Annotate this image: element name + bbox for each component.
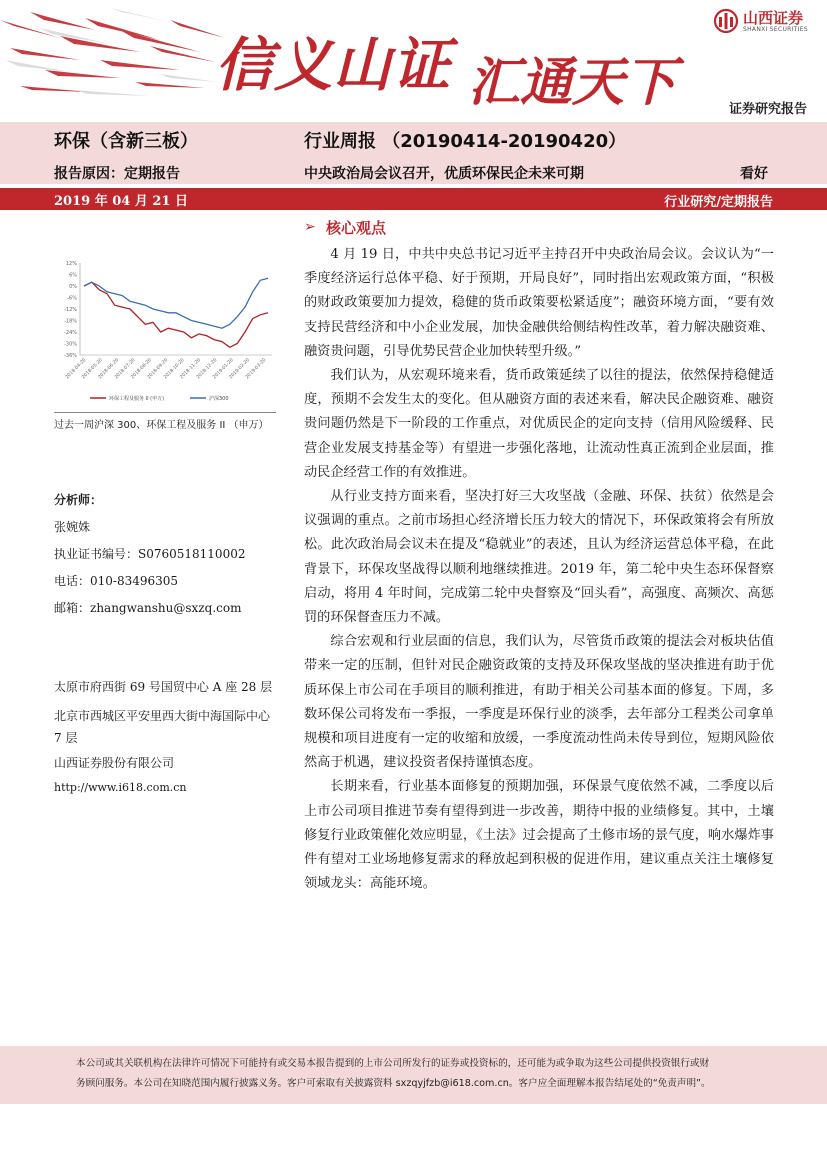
x-tick-label: 2018-12-20	[195, 357, 219, 381]
y-tick-label: -36%	[64, 353, 77, 359]
paragraph: 综合宏观和行业层面的信息，我们认为，尽管货币政策的提法会对板块估值带来一定的压制，但针对民企融资政策的支持及环保攻坚战的坚决推进有助于优质环保上市公司在手项目的顺利推进，有助于相关公司基本面的修复。下周，多数环保公司将发布一季报，一季度是环保行业的淡季，去年部分工程类公司拿单规模和项目进度有一定的收缩和放缓，一季度流动性尚未传导到位，短期风险依然高于机遇，建议投资者保持谨慎态度。	[304, 634, 774, 771]
legend-label-0: 环保工程及服务 II (申万)	[109, 396, 165, 402]
y-tick-label: 12%	[65, 261, 77, 267]
slogan-part2: 汇通天下	[468, 52, 677, 113]
banner	[0, 0, 827, 120]
slogan-part1: 信义山证	[215, 31, 452, 99]
disclaimer-line: 本公司或其关联机构在法律许可情况下可能持有或交易本报告提到的上市公司所发行的证券或投资标的，还可能为或争取为这些公司提供投资银行或财	[76, 1058, 710, 1069]
performance-chart	[50, 255, 278, 405]
analyst-email[interactable]: 邮箱：zhangwanshu@sxzq.com	[54, 601, 242, 615]
chart-svg	[50, 255, 278, 405]
paragraph: 我们认为，从宏观环境来看，货币政策延续了以往的提法，依然保持稳健适度，预期不会发生太的变化。但从融资方面的表述来看，解决民企融资难、融资贵问题仍然是下一阶段的工作重点，对优质民企的定向支持（信用风险缓释、民营企业发展支持基金等）有望进一步强化落地，让流动性真正流到企业层面，推动民企经营工作的有效推进。	[304, 368, 774, 480]
analyst-name: 张婉姝	[54, 520, 91, 534]
core-views-title: 核心观点	[326, 219, 387, 237]
rating: 看好	[740, 166, 768, 182]
sector-title: 环保（含新三板）	[54, 131, 198, 152]
disclaimer-line: 务顾问服务。本公司在知晓范围内履行披露义务。客户可索取有关披露资料 sxzqyjfzb@i618.com.cn。客户应全面理解本报告结尾处的“免责声明”。	[76, 1078, 711, 1089]
paragraph: 长期来看，行业基本面修复的预期加强，环保景气度依然不减，二季度以后上市公司项目推进节奏有望得到进一步改善，期待中报的业绩修复。其中，土壤修复行业政策催化效应明显，《土法》过会提高了土修市场的景气度，响水爆炸事件有望对工业场地修复需求的释放起到积极的促进作用，建议重点关注土壤修复领域龙头：高能环境。	[304, 779, 774, 892]
x-tick-label: 2018-07-20	[114, 357, 137, 381]
report-type-label: 证券研究报告	[728, 102, 807, 117]
x-tick-label: 2018-10-20	[163, 357, 186, 381]
report-date: 2019 年 04 月 21 日	[54, 194, 188, 209]
company-name: 山西证券股份有限公司	[54, 756, 175, 770]
paragraph: 从行业支持方面来看，坚决打好三大攻坚战（金融、环保、扶贫）依然是会议强调的重点。之前市场担心经济增长压力较大的情况下，环保政策将会有所放松。此次政治局会议未在提及“稳就业”的表述，且认为经济运营总体平稳，在此背景下，环保攻坚战得以顺利地继续推进。2019 年，第二轮中央生态环保督察启动，将用 4 年时间，完成第二轮中央督察及“回头看”，高强度、高频次、高惩罚的环保督查压力不减。	[304, 489, 774, 626]
y-tick-label: 6%	[69, 272, 77, 279]
series-line-1	[84, 278, 268, 328]
y-tick-label: -18%	[64, 318, 77, 325]
x-tick-label: 2019-02-20	[228, 357, 252, 381]
x-tick-label: 2018-04-20	[64, 357, 88, 381]
x-tick-label: 2018-11-20	[179, 357, 202, 381]
x-tick-label: 2018-09-20	[146, 357, 170, 381]
company-logo	[713, 8, 808, 34]
x-tick-label: 2018-06-20	[97, 357, 121, 381]
report-category: 行业研究/定期报告	[664, 195, 773, 210]
report-reason: 报告原因：定期报告	[54, 166, 180, 182]
logo-mark-icon	[713, 8, 739, 34]
logo-name-cn: 山西证券	[743, 8, 804, 27]
address-taiyuan: 太原市府西街 69 号国贸中心 A 座 28 层	[54, 680, 273, 694]
y-tick-label: 0%	[69, 284, 77, 290]
bullet-arrow-icon: ➢	[304, 219, 316, 235]
series-line-0	[84, 282, 268, 347]
legend-label-1: 沪深300	[209, 396, 229, 402]
x-tick-label: 2019-03-20	[244, 357, 268, 381]
analyst-label: 分析师：	[54, 493, 103, 507]
weekly-report-title: 行业周报 （20190414-20190420）	[304, 131, 627, 152]
paragraph: 4 月 19 日，中共中央总书记习近平主持召开中央政治局会议。会议认为“一季度经济运行总体平稳、好于预期，开局良好”，同时指出宏观政策方面，“积极的财政政策要加力提效，稳健的货币政策要松紧适度”；融资环境方面，“要有效支持民营经济和中小企业发展，加快金融供给侧结构性改革，着力解决融资难、融资贵问题，引导优势民营企业加快转型升级。”	[304, 247, 774, 359]
company-website-link[interactable]: http://www.i618.com.cn	[54, 781, 187, 794]
analyst-license: 执业证书编号：S0760518110002	[54, 547, 246, 561]
y-tick-label: -12%	[64, 307, 77, 313]
logo-name-en: SHANXI SECURITIES	[743, 25, 808, 33]
core-views-body	[304, 243, 774, 896]
x-tick-label: 2018-08-20	[130, 357, 153, 381]
address-beijing: 北京市西城区平安里西大街中海国际中心 7 层	[54, 709, 271, 745]
chart-caption: 过去一周沪深 300、环保工程及服务 II （申万）	[54, 412, 276, 431]
x-tick-label: 2019-01-20	[212, 357, 235, 381]
y-tick-label: -24%	[64, 330, 77, 336]
disclaimer-text	[76, 1054, 766, 1094]
x-tick-label: 2018-05-20	[81, 357, 104, 381]
report-headline: 中央政治局会议召开，优质环保民企未来可期	[304, 166, 584, 182]
y-tick-label: -6%	[67, 295, 77, 302]
y-tick-label: -30%	[64, 341, 77, 348]
analyst-phone: 电话：010-83496305	[54, 574, 179, 588]
